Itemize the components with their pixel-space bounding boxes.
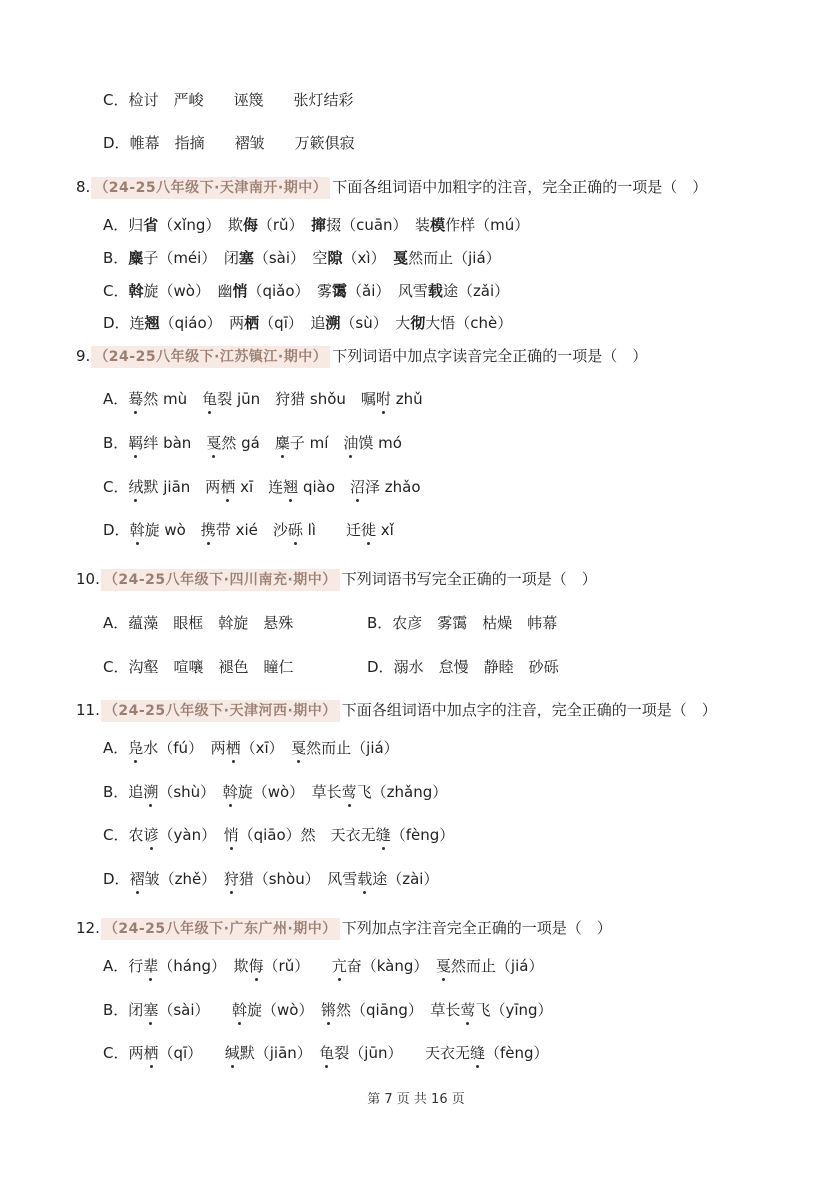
- option-label: C．: [103, 282, 129, 300]
- dotted-char: 龟: [202, 390, 218, 408]
- option-text: （rǔ）: [257, 216, 312, 234]
- question-number: 8.: [76, 178, 91, 196]
- option-text: 裂（jūn） 天衣无: [334, 1044, 470, 1062]
- option-text: 归: [128, 216, 144, 234]
- dotted-char: 咐: [375, 390, 391, 408]
- q9-option-c: [103, 477, 421, 497]
- option-text: （qī）: [158, 1044, 225, 1062]
- dotted-char: 油: [343, 434, 359, 452]
- option-label: C．: [103, 658, 129, 676]
- bold-char: 悄: [232, 282, 248, 300]
- option-text: 农: [128, 826, 144, 844]
- q8-option-c: [103, 281, 509, 301]
- option-text: qiào: [298, 478, 350, 496]
- dotted-char: 缝: [469, 1044, 485, 1062]
- option-text: 途（zǎi）: [442, 282, 510, 300]
- bold-char: 溯: [325, 314, 341, 332]
- option-label: C．: [103, 826, 129, 844]
- question-number: 11.: [76, 701, 100, 719]
- option-text: （sài）: [158, 1001, 233, 1019]
- dotted-char: 凫: [128, 739, 144, 757]
- bold-char: 麋: [128, 249, 144, 267]
- option-label: A．: [103, 739, 129, 757]
- option-text: 旋（wò） 幽: [143, 282, 233, 300]
- option-label: A．: [103, 216, 129, 234]
- option-text: 沟壑 喧嚷 褪色 瞳仁: [128, 658, 294, 676]
- bold-char: 戛: [393, 249, 409, 267]
- q12-option-c: [103, 1043, 549, 1063]
- bold-char: 载: [427, 282, 443, 300]
- option-text: （rǔ）: [263, 957, 332, 975]
- option-text: （fèng）: [485, 1044, 549, 1062]
- dotted-char: 戛: [435, 957, 451, 975]
- dotted-char: 悄: [223, 826, 239, 844]
- q12-option-b: [103, 1000, 553, 1020]
- question-8-stem: [76, 177, 707, 199]
- dotted-char: 斡: [232, 1001, 248, 1019]
- q8-option-a: [103, 215, 529, 235]
- option-text: 泽 zhǎo: [365, 478, 421, 496]
- option-text: （shù）: [158, 783, 223, 801]
- q9-option-a: [103, 389, 423, 409]
- option-text: 作样（mú）: [445, 216, 530, 234]
- dotted-char: 溯: [143, 783, 159, 801]
- option-text: 然（qiāng） 草长: [336, 1001, 461, 1019]
- bold-char: 撺: [311, 216, 327, 234]
- dotted-char: 翘: [283, 478, 299, 496]
- option-text: 蕴藻 眼框 斡旋 悬殊: [128, 614, 294, 632]
- question-stem: 下面各组词语中加粗字的注音，完全正确的一项是（ ）: [332, 178, 708, 196]
- option-label: C．: [103, 91, 129, 109]
- dotted-char: 戛: [291, 739, 307, 757]
- option-label: B．: [103, 783, 129, 801]
- dotted-char: 斡: [222, 783, 238, 801]
- question-stem: 下列词语书写完全正确的一项是（ ）: [341, 570, 597, 588]
- option-text: 猎（shòu） 风雪: [238, 870, 358, 888]
- q11-option-b: [103, 782, 447, 802]
- dotted-char: 沼: [350, 478, 366, 496]
- option-label: A．: [103, 957, 129, 975]
- q11-option-d: [103, 869, 438, 889]
- option-text: 水（fú） 两: [143, 739, 226, 757]
- option-text: 行: [128, 957, 144, 975]
- option-text: 帷幕 指摘 褶皱 万簌俱寂: [129, 134, 355, 152]
- dotted-char: 携: [200, 521, 216, 539]
- option-text: 皱（zhě）: [144, 870, 224, 888]
- q10-option-d: [367, 657, 559, 677]
- option-text: （xǐng） 欺: [158, 216, 243, 234]
- option-text: （ǎi） 风雪: [347, 282, 428, 300]
- bold-char: 翘: [144, 314, 160, 332]
- option-text: 子 mí: [289, 434, 344, 452]
- dotted-char: 褶: [129, 870, 145, 888]
- option-text: （qiāo）然 天衣无: [238, 826, 376, 844]
- option-text: （qiǎo） 雾: [247, 282, 333, 300]
- dotted-char: 栖: [220, 478, 236, 496]
- option-text: （sài） 空: [253, 249, 328, 267]
- page-footer: 第 7 页 共 16 页: [367, 1092, 465, 1107]
- option-c-prev: [103, 90, 354, 110]
- option-text: 猎 shǒu 嘱: [290, 390, 376, 408]
- q12-option-a: [103, 956, 543, 976]
- dotted-char: 狩: [223, 870, 239, 888]
- bold-char: 省: [143, 216, 159, 234]
- option-text: 然 gá: [221, 434, 275, 452]
- q8-option-b: [103, 248, 501, 268]
- dotted-char: 砾: [287, 521, 303, 539]
- option-text: 然 mù: [143, 390, 203, 408]
- option-text: 大悟（chè）: [425, 314, 513, 332]
- option-text: 旋 wò: [144, 521, 201, 539]
- dotted-char: 栖: [143, 1044, 159, 1062]
- option-text: 默（jiān）: [239, 1044, 320, 1062]
- dotted-char: 戛: [206, 434, 222, 452]
- q10-option-b: [367, 613, 557, 633]
- dotted-char: 斡: [129, 521, 145, 539]
- option-label: D．: [103, 314, 130, 332]
- option-text: lì 迁: [302, 521, 361, 539]
- option-text: （qiáo） 两: [159, 314, 245, 332]
- q10-option-c: [103, 657, 294, 677]
- option-text: （háng） 欺: [158, 957, 249, 975]
- option-text: 溺水 怠慢 静睦 砂砾: [393, 658, 559, 676]
- question-9-stem: [76, 346, 647, 368]
- option-text: 子（méi） 闭: [143, 249, 239, 267]
- option-label: C．: [103, 1044, 129, 1062]
- source-tag: （24-25八年级下·四川南充·期中）: [101, 569, 340, 591]
- bold-char: 彻: [410, 314, 426, 332]
- dotted-char: 缄: [224, 1044, 240, 1062]
- option-text: 然而止（jiá）: [306, 739, 399, 757]
- source-tag: （24-25八年级下·广东广州·期中）: [101, 918, 340, 940]
- option-label: B．: [103, 434, 129, 452]
- option-text: 追: [128, 783, 144, 801]
- source-tag: （24-25八年级下·天津河西·期中）: [101, 700, 340, 722]
- q11-option-a: [103, 738, 399, 758]
- dotted-char: 亢: [331, 957, 347, 975]
- option-label: A．: [103, 390, 129, 408]
- option-text: zhǔ: [390, 390, 423, 408]
- option-text: 绊 bàn: [143, 434, 207, 452]
- question-stem: 下列加点字注音完全正确的一项是（ ）: [341, 919, 612, 937]
- dotted-char: 徙: [360, 521, 376, 539]
- option-text: （fèng）: [390, 826, 455, 844]
- option-text: 途（zài）: [372, 870, 439, 888]
- option-text: 然而止（jiá）: [408, 249, 501, 267]
- option-text: （sù） 大: [340, 314, 411, 332]
- option-label: B．: [367, 614, 393, 632]
- option-text: 闭: [128, 1001, 144, 1019]
- dotted-char: 莺: [341, 783, 357, 801]
- bold-char: 塞: [238, 249, 254, 267]
- option-label: A．: [103, 614, 129, 632]
- option-label: D．: [367, 658, 394, 676]
- q9-option-b: [103, 433, 402, 453]
- dotted-char: 蓦: [128, 390, 144, 408]
- option-text: 裂 jūn 狩: [217, 390, 291, 408]
- option-text: 馍 mó: [358, 434, 402, 452]
- bold-char: 模: [430, 216, 446, 234]
- option-label: C．: [103, 478, 129, 496]
- question-stem: 下面各组词语中加点字的注音，完全正确的一项是（ ）: [341, 701, 717, 719]
- dotted-char: 缝: [375, 826, 391, 844]
- bold-char: 隙: [327, 249, 343, 267]
- option-text: 两: [128, 1044, 144, 1062]
- question-11-stem: [76, 700, 717, 722]
- dotted-char: 栖: [225, 739, 241, 757]
- question-number: 10.: [76, 570, 100, 588]
- q11-option-c: [103, 825, 454, 845]
- q10-option-a: [103, 613, 293, 633]
- source-tag: （24-25八年级下·江苏镇江·期中）: [91, 346, 330, 368]
- dotted-char: 载: [357, 870, 373, 888]
- source-tag: （24-25八年级下·天津南开·期中）: [91, 177, 330, 199]
- option-text: 默 jiān 两: [143, 478, 221, 496]
- option-text: （xì）: [342, 249, 394, 267]
- q8-option-d: [103, 313, 512, 333]
- bold-char: 霭: [332, 282, 348, 300]
- dotted-char: 谚: [143, 826, 159, 844]
- question-number: 12.: [76, 919, 100, 937]
- option-label: B．: [103, 1001, 129, 1019]
- option-text: 连: [129, 314, 145, 332]
- option-text: 检讨 严峻 诬篾 张灯结彩: [128, 91, 354, 109]
- dotted-char: 塞: [143, 1001, 159, 1019]
- question-stem: 下列词语中加点字读音完全正确的一项是（ ）: [332, 347, 648, 365]
- option-label: B．: [103, 249, 129, 267]
- option-text: 然而止（jiá）: [450, 957, 544, 975]
- option-text: 奋（kàng）: [346, 957, 436, 975]
- option-label: D．: [103, 870, 130, 888]
- option-label: D．: [103, 521, 130, 539]
- question-number: 9.: [76, 347, 91, 365]
- option-text: （yàn）: [158, 826, 224, 844]
- option-text: （xī）: [240, 739, 292, 757]
- option-text: 飞（yīng）: [475, 1001, 553, 1019]
- option-text: 旋（wò） 草长: [237, 783, 342, 801]
- option-text: xī 连: [235, 478, 284, 496]
- option-text: 飞（zhǎng）: [356, 783, 448, 801]
- dotted-char: 羁: [128, 434, 144, 452]
- dotted-char: 锵: [320, 1001, 336, 1019]
- question-12-stem: [76, 918, 612, 940]
- option-d-prev: [103, 133, 355, 153]
- option-label: D．: [103, 134, 130, 152]
- option-text: 农彦 雾霭 枯燥 帏幕: [392, 614, 558, 632]
- bold-char: 栖: [244, 314, 260, 332]
- bold-char: 斡: [128, 282, 144, 300]
- q9-option-d: [103, 520, 394, 540]
- dotted-char: 龟: [319, 1044, 335, 1062]
- option-text: （qī） 追: [259, 314, 326, 332]
- dotted-char: 麋: [274, 434, 290, 452]
- option-text: xǐ: [376, 521, 394, 539]
- option-text: 掇（cuān） 装: [326, 216, 431, 234]
- dotted-char: 辈: [143, 957, 159, 975]
- option-text: 带 xié 沙: [215, 521, 288, 539]
- question-10-stem: [76, 569, 597, 591]
- bold-char: 侮: [242, 216, 258, 234]
- option-text: 旋（wò）: [247, 1001, 321, 1019]
- dotted-char: 绒: [128, 478, 144, 496]
- dotted-char: 侮: [248, 957, 264, 975]
- dotted-char: 莺: [460, 1001, 476, 1019]
